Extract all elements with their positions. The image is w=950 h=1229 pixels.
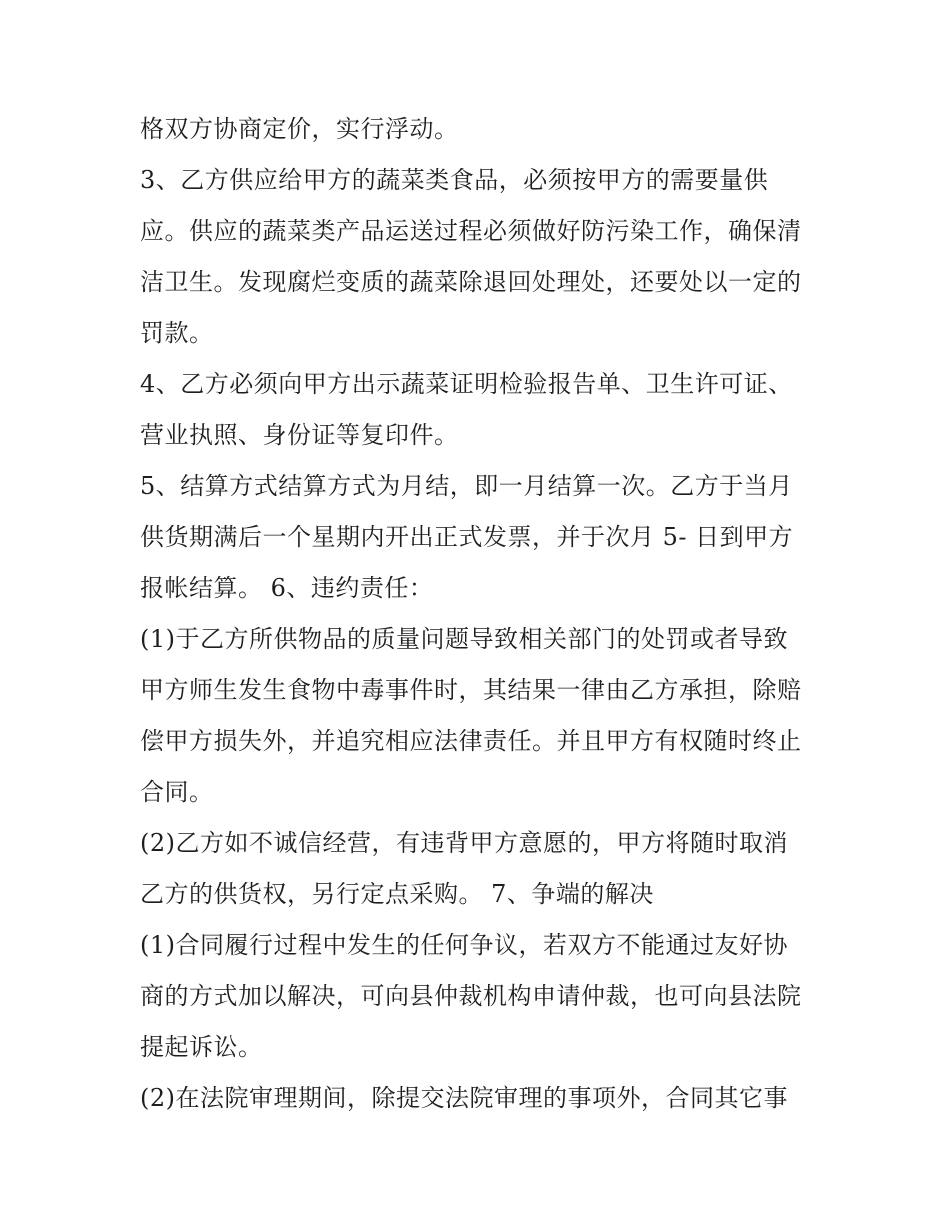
- text-line: 营业执照、身份证等复印件。: [140, 421, 459, 449]
- text-line: 供货期满后一个星期内开出正式发票，并于次月 5- 日到甲方: [140, 523, 794, 551]
- text-line: (1)合同履行过程中发生的任何争议，若双方不能通过友好协: [140, 931, 788, 959]
- text-line: (1)于乙方所供物品的质量问题导致相关部门的处罚或者导致: [140, 625, 788, 653]
- text-line: 提起诉讼。: [140, 1033, 263, 1061]
- text-line: (2)在法院审理期间，除提交法院审理的事项外，合同其它事: [140, 1084, 788, 1112]
- text-line: 洁卫生。发现腐烂变质的蔬菜除退回处理处，还要处以一定的: [140, 268, 802, 296]
- text-line: 乙方的供货权，另行定点采购。 7、争端的解决: [140, 880, 654, 908]
- text-line: 3、乙方供应给甲方的蔬菜类食品，必须按甲方的需要量供: [140, 166, 769, 194]
- text-line: 商的方式加以解决，可向县仲裁机构申请仲裁，也可向县法院: [140, 982, 802, 1010]
- text-line: 5、结算方式结算方式为月结，即一月结算一次。乙方于当月: [140, 472, 793, 500]
- text-line: 偿甲方损失外，并追究相应法律责任。并且甲方有权随时终止: [140, 727, 802, 755]
- text-line: 甲方师生发生食物中毒事件时，其结果一律由乙方承担，除赔: [140, 676, 802, 704]
- text-line: (2)乙方如不诚信经营，有违背甲方意愿的，甲方将随时取消: [140, 829, 788, 857]
- text-line: 格双方协商定价，实行浮动。: [140, 115, 459, 143]
- document-body: [140, 104, 830, 1124]
- text-line: 4、乙方必须向甲方出示蔬菜证明检验报告单、卫生许可证、: [140, 370, 793, 398]
- text-line: 报帐结算。 6、违约责任：: [140, 574, 434, 602]
- text-line: 合同。: [140, 778, 214, 806]
- text-line: 罚款。: [140, 319, 214, 347]
- text-line: 应。供应的蔬菜类产品运送过程必须做好防污染工作，确保清: [140, 217, 802, 245]
